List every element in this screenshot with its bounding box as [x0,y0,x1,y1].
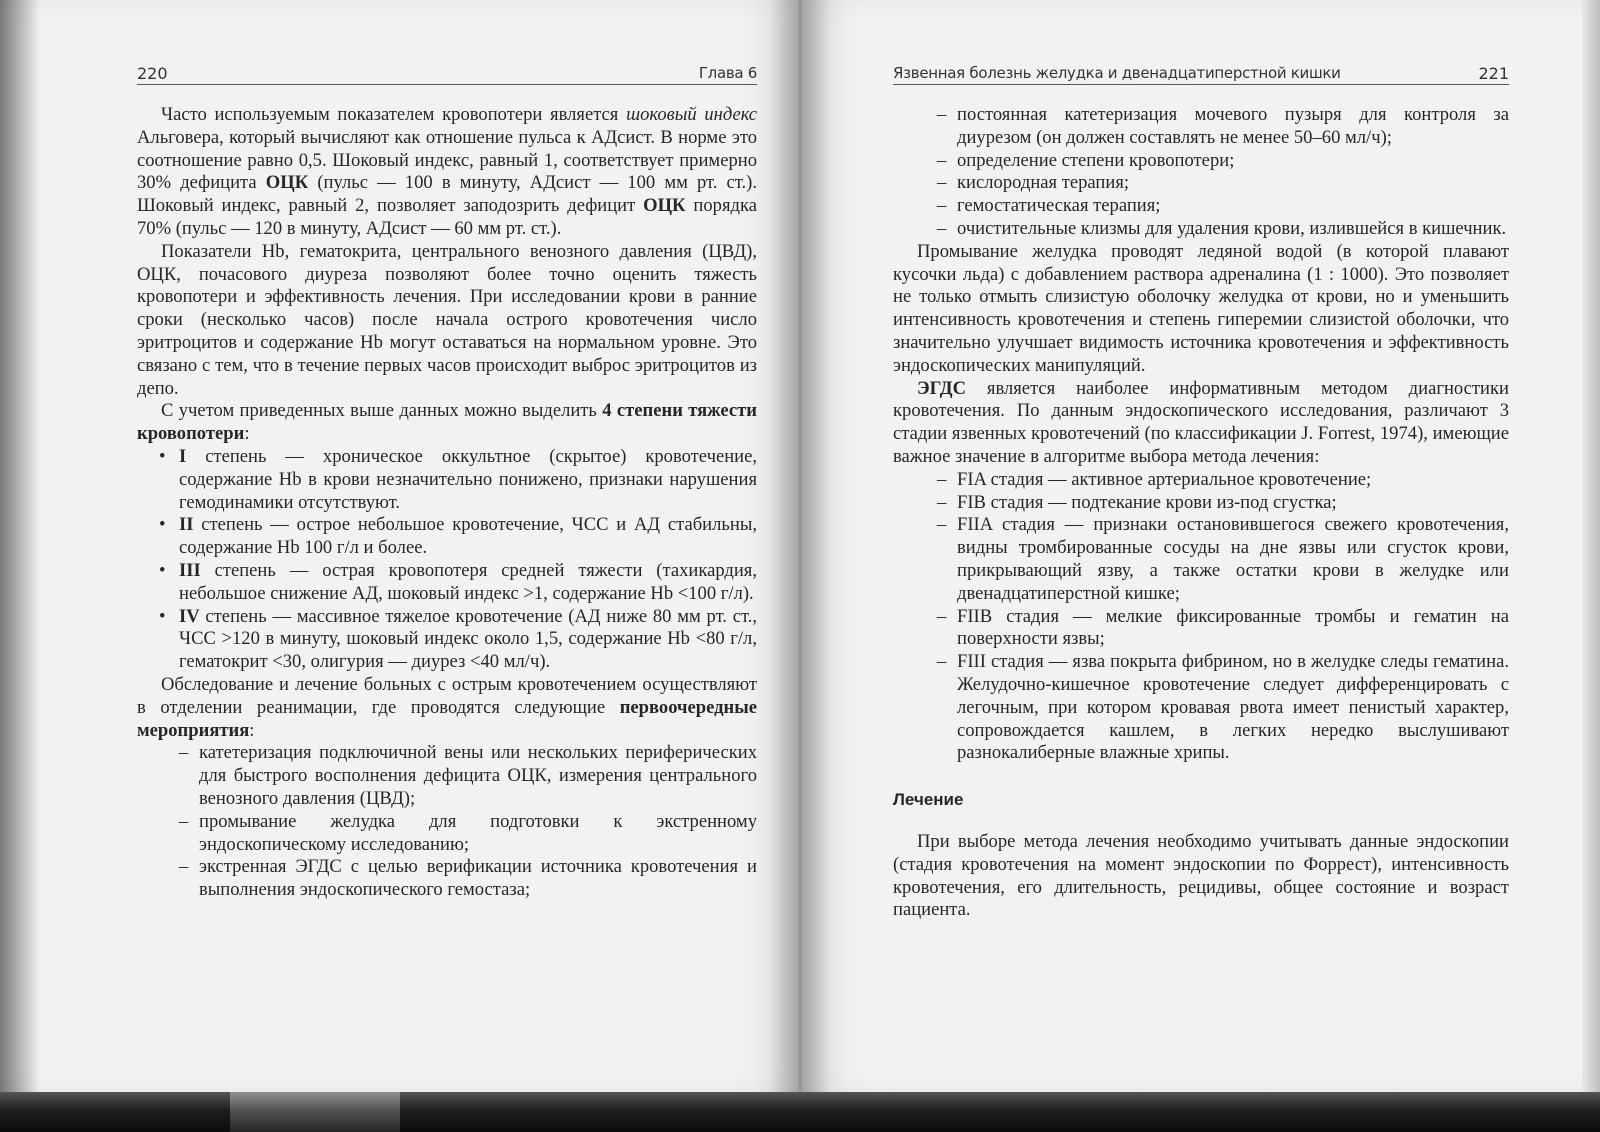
list-item: – очистительные клизмы для удаления крови, излившейся в кишечник. [893,218,1509,241]
left-text-column [137,104,757,902]
list-item: – катетеризация подключичной вены или нескольких периферических для быстрого восполнения дефицита ОЦК, измерения центрального венозного давления (ЦВД); [137,742,757,810]
left-page-number: 220 [137,64,168,83]
list-item: – FIIA стадия — признаки остановившегося свежего кровотечения, видны тромбированные сосуды на дне язвы или сгусток крови, прикрывающий язву, а также остатки крови в желудке или двенадцатиперстной кишке; [893,514,1509,605]
list-item: – FIII стадия — язва покрыта фибрином, но в желудке следы гематина. Желудочно-кишечное кровотечение следует дифференцировать с легочным, при котором кровавая рвота имеет пенистый характер, сопровождается кашлем, в легких нередко выслушивают разнокалиберные влажные хрипы. [893,651,1509,765]
text-run: (пульс — 100 в минуту, АДсист — 100 мм рт. ст.). Шоковый индекс, равный 2, позволяет заподозрить дефицит [137,172,757,217]
list-item [137,606,757,674]
text-run: Альговера, который вычисляют как отношение пульса к АДсист. В норме это соотношение равно 0,5. Шоковый индекс, равный 1, соответствует примерно 30% дефицита [137,126,757,194]
list-item: – постоянная катетеризация мочевого пузыря для контроля за диурезом (он должен составлять не менее 50–60 мл/ч); [893,104,1509,150]
paragraph-egds [893,378,1509,469]
degrees-list [137,446,757,674]
left-page [0,0,800,1092]
list-item [137,514,757,560]
paragraph-treatment: При выборе метода лечения необходимо учитывать данные эндоскопии (стадия кровотечения на момент эндоскопии по Форрест), интенсивность кровотечения, его длительность, рецидивы, общее состояние и возраст пациента. [893,830,1509,921]
term-blood-loss-degrees: 4 степени тяжести кровопотери [137,400,758,445]
text-run: Часто используемым показателем кровопотери является [161,104,627,125]
paragraph-measures-intro [137,674,757,742]
paragraph-indicators: Показатели Hb, гематокрита, центрального венозного давления (ЦВД), ОЦК, почасового диуреза позволяют более точно оценить тяжесть кровопотери и эффективность лечения. При исследовании крови в ранние сроки (несколько часов) после начала острого кровотечения число эритроцитов и содержание Hb могут оставаться на нормальном уровне. Это связано с тем, что в течение первых часов происходит выброс эритроцитов из депо. [137,240,757,399]
left-running-head [137,62,757,85]
running-title: Язвенная болезнь желудка и двенадцатиперстной кишки [893,64,1341,82]
list-item: – экстренная ЭГДС с целью верификации источника кровотечения и выполнения эндоскопического гемостаза; [137,856,757,902]
paragraph-gastric-lavage: Промывание желудка проводят ледяной водой (в которой плавают кусочки льда) с добавлением раствора адреналина (1 : 1000). Это позволяет не только отмыть слизистую оболочку желудка от крови, но и уменьшить интенсивность кровотечения и степень гиперемии слизистой оболочки, что значительно улучшает видимость источника кровотечения и эффективность эндоскопических манипуляций. [893,240,1509,376]
text-run: С учетом приведенных выше данных можно выделить [161,400,603,422]
text-run: является наиболее информативным методом диагностики кровотечения. По данным эндоскопического исследования, различают 3 стадии язвенных кровотечений (по классификации J. Forrest, 1974), имеющие важное значение в алгоритме выбора метода лечения: [893,377,1509,467]
paragraph-shock-index [137,104,757,241]
text-run: : [249,719,255,741]
scan-bottom-highlight [230,1092,400,1132]
list-item [137,446,757,514]
chapter-label: Глава 6 [698,64,757,82]
text-run: порядка 70% (пульс — 120 в минуту, АДсист — 60 мм рт. ст.). [137,195,757,239]
degree-text: степень — массивное тяжелое кровотечение (АД ниже 80 мм рт. ст., ЧСС >120 в минуту, шоковый индекс около 1,5, содержание Hb <80 г/л, гематокрит <30, олигурия — диурез <40 мл/ч). [179,605,757,673]
degree-label: IV [179,605,200,627]
forrest-stages-list [893,469,1509,765]
section-heading-treatment: Лечение [893,790,964,810]
right-page [800,0,1600,1092]
book-gutter-shadow [770,0,830,1092]
page-fore-edge [1582,0,1600,1092]
list-item: – FIIB стадия — мелкие фиксированные тромбы и гематин на поверхности язвы; [893,606,1509,652]
list-item: – кислородная терапия; [893,172,1509,195]
right-running-head [893,62,1509,85]
page-edge-shadow [0,0,40,1092]
term-shock-index: шоковый индекс [626,104,757,125]
term-egds: ЭГДС [917,377,967,399]
term-ock: ОЦК [643,195,686,217]
list-item: – определение степени кровопотери; [893,150,1509,173]
text-run: Обследование и лечение больных с острым кровотечением осуществляют в отделении реанимации, где проводятся следующие [137,673,757,718]
measures-list [137,742,757,902]
list-item: – промывание желудка для подготовки к экстренному эндоскопическому исследованию; [137,811,757,857]
paragraph-degrees-intro [137,400,757,446]
term-ock: ОЦК [265,172,309,194]
list-item: – гемостатическая терапия; [893,195,1509,218]
right-page-number: 221 [1478,64,1509,83]
degree-text: степень — острое небольшое кровотечение, ЧСС и АД стабильны, содержание Hb 100 г/л и более. [179,514,757,559]
degree-label: II [179,514,194,536]
right-text-column [893,104,1509,922]
list-item: – FIB стадия — подтекание крови из-под сгустка; [893,492,1509,515]
degree-label: I [179,445,187,467]
text-run: : [244,423,250,445]
measures-list-continued [893,104,1509,241]
list-item [137,560,757,606]
degree-text: степень — острая кровопотеря средней тяжести (тахикардия, небольшое снижение АД, шоковый индекс >1, содержание Hb <100 г/л). [179,559,757,604]
term-priority-measures: первоочередные мероприятия [137,696,757,741]
degree-text: степень — хроническое оккультное (скрытое) кровотечение, содержание Hb в крови незначительно понижено, признаки нарушения гемодинамики отсутствуют. [179,445,757,513]
degree-label: III [179,559,201,581]
list-item: – FIA стадия — активное артериальное кровотечение; [893,469,1509,492]
